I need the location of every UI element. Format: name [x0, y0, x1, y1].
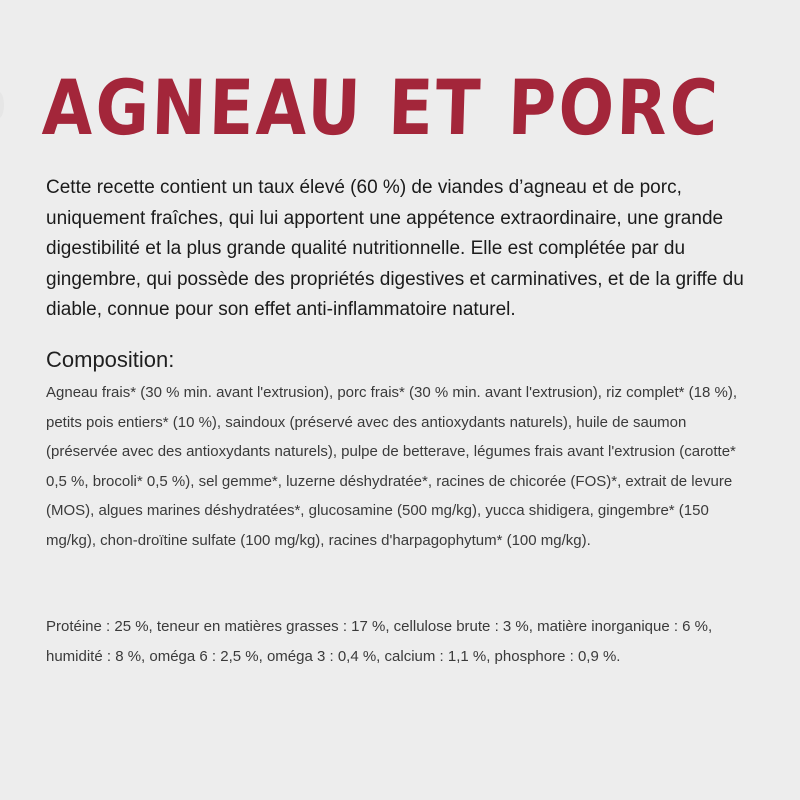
analytical-constituents: Protéine : 25 %, teneur en matières grasses : 17 %, cellulose brute : 3 %, matière inorganique : 6 %, humidité : 8 %, oméga 6 : 2,5 %, oméga 3 : 0,4 %, calcium : 1,1 %, phosphore : 0,9 %.	[46, 618, 713, 665]
edge-decoration	[0, 92, 4, 118]
composition-text: Agneau frais* (30 % min. avant l'extrusion), porc frais* (30 % min. avant l'extrusion), riz complet* (18 %), petits pois entiers* (10 %), saindoux (préservé avec des antioxydants naturels), huile de saumon (préservée avec des antioxydants naturels), pulpe de betterave, légumes frais avant l'extrusion (carotte* 0,5 %, brocoli* 0,5 %), sel gemme*, luzerne déshydratée*, racines de chicorée (FOS)*, extrait de levure (MOS), algues marines déshydratées*, glucosamine (500 mg/kg), yucca shidigera, gingembre* (150 mg/kg), chon-droïtine sulfate (100 mg/kg), racines d'harpagophytum* (100 mg/kg).	[46, 384, 738, 549]
product-description: Cette recette contient un taux élevé (60 %) de viandes d’agneau et de porc, uniquement fraîches, qui lui apportent une appétence extraordinaire, une grande digestibilité et la plus grande qualité nutritionnelle. Elle est complétée par du gingembre, qui possède des propriétés digestives et carminatives, et de la griffe du diable, connue pour son effet anti-inflammatoire naturel.	[46, 177, 744, 320]
product-title: AGNEAU ET PORC	[40, 63, 722, 152]
composition-heading: Composition:	[46, 347, 175, 372]
